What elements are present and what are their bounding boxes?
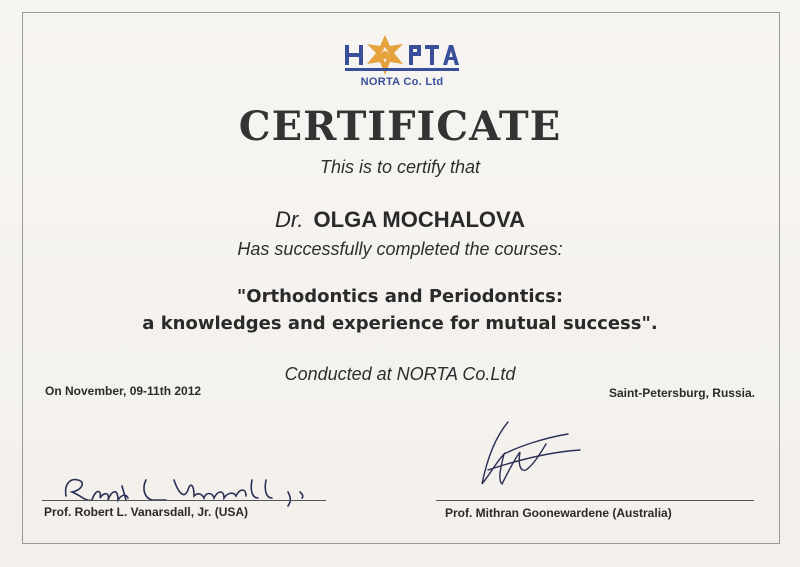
completed-line: Has successfully completed the courses:: [237, 239, 563, 259]
company-name: NORTA Co. Ltd: [360, 76, 444, 88]
left-signer-name: Prof. Robert L. Vanarsdall, Jr. (USA): [44, 505, 249, 519]
right-signature-line: [436, 500, 754, 501]
certificate-border: [22, 12, 780, 544]
course-place: Saint-Petersburg, Russia.: [608, 386, 755, 400]
name-prefix: Dr.: [275, 207, 304, 232]
star-logo-icon: [343, 33, 461, 79]
right-signer-name: Prof. Mithran Goonewardene (Australia): [445, 506, 672, 520]
right-signature: [468, 414, 588, 494]
conducted-line: Conducted at NORTA Co.Ltd: [284, 364, 516, 384]
certificate-title: CERTIFICATE: [238, 103, 562, 150]
person-name: OLGA MOCHALOVA: [313, 207, 525, 232]
recipient-name: [0, 207, 800, 233]
course-title-line-2: a knowledges and experience for mutual success".: [142, 313, 658, 334]
course-title-line-1: "Orthodontics and Periodontics:: [236, 286, 564, 307]
certify-line: This is to certify that: [319, 157, 481, 177]
course-date: On November, 09-11th 2012: [45, 384, 202, 398]
left-signature-line: [42, 500, 326, 501]
